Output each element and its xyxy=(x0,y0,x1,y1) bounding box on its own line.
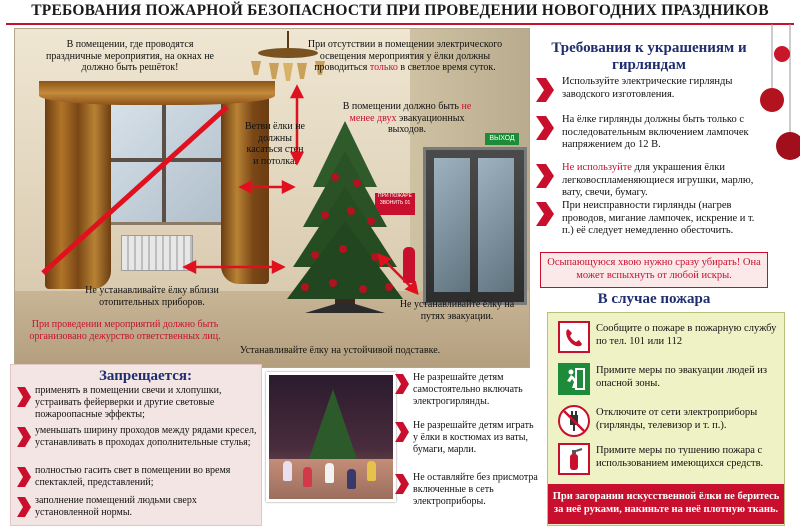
chevron-right-icon xyxy=(17,427,31,447)
children-party-photo xyxy=(266,372,396,502)
window-note: В помещении, где проводятся праздничные мероприятия, на окнах не должно быть решёток! xyxy=(45,39,214,73)
chevron-right-icon xyxy=(536,202,554,226)
branches-note: Ветви ёлки не должны касаться стен и потолка. xyxy=(245,121,305,167)
exit-sign: ВЫХОД xyxy=(485,133,519,145)
chevron-right-icon xyxy=(536,164,554,188)
unplug-icon xyxy=(558,405,590,437)
heaters-note: Не устанавливайте ёлку вблизи отопительных приборов. xyxy=(85,285,219,308)
chevron-right-icon xyxy=(17,497,31,517)
chevron-right-icon xyxy=(17,387,31,407)
chevron-right-icon xyxy=(536,116,554,140)
chevron-right-icon xyxy=(395,422,409,442)
bauble-decoration-icon xyxy=(760,24,800,164)
chevron-right-icon xyxy=(395,374,409,394)
lighting-note: При отсутствии в помещении электрического освещения мероприятия у ёлки должны проводиться только в светлое время суток. xyxy=(307,39,503,73)
duty-note: При проведении мероприятий должно быть организовано дежурство ответственных лиц. xyxy=(29,319,221,342)
fire-actions-panel: Сообщите о пожаре в пожарную службу по тел. 101 или 112 Примите меры по эвакуации людей из опасной зоны. Отключите от сети электроприборы (гирлянды, телевизор и т. п.). Примите меры по тушению пожара с использованием имеющихся средств. При загорании искусственной ёлки не беритесь за неё руками, накиньте на неё плотную ткань. xyxy=(547,312,785,526)
stand-note: Устанавливайте ёлку на устойчивой подставке. xyxy=(239,345,441,356)
evacuation-note: Не устанавливайте ёлку на путях эвакуации. xyxy=(399,299,515,322)
poster-title: ТРЕБОВАНИЯ ПОЖАРНОЙ БЕЗОПАСНОСТИ ПРИ ПРОВЕДЕНИИ НОВОГОДНИХ ПРАЗДНИКОВ xyxy=(31,2,769,19)
title-rule xyxy=(6,23,794,25)
room-illustration xyxy=(14,28,530,368)
chevron-right-icon xyxy=(536,78,554,102)
fire-phone-sign: ПРИ ПОЖАРЕ ЗВОНИТЬ 01 xyxy=(375,193,415,215)
artificial-tree-fire-note: При загорании искусственной ёлки не беритесь за неё руками, накиньте на неё плотную ткань. xyxy=(548,484,784,524)
prohibited-heading: Запрещается: xyxy=(99,368,193,384)
chevron-right-icon xyxy=(17,467,31,487)
evacuation-exit-icon xyxy=(558,363,590,395)
decor-heading: Требования к украшениям и гирляндам xyxy=(551,40,747,73)
extinguisher-icon xyxy=(558,443,590,475)
fire-heading: В случае пожара xyxy=(597,291,711,307)
photo-tree xyxy=(309,389,357,459)
phone-icon xyxy=(558,321,590,353)
exits-note: В помещении должно быть не менее двух эвакуационных выходов. xyxy=(342,101,472,135)
chevron-right-icon xyxy=(395,474,409,494)
needles-warning: Осыпающуюся хвою нужно сразу убирать! Она может вспыхнуть от любой искры. xyxy=(540,252,768,288)
prohibited-panel: Запрещается: применять в помещении свечи и хлопушки, устраивать фейерверки и другие световые пожароопасные эффекты; уменьшать ширину проходов между рядами кресел, устанавливать в проходах дополнительные стулья; полностью гасить свет в помещении во время спектаклей, представлений; заполнение помещений людьми сверх установленной нормы. xyxy=(10,364,262,526)
